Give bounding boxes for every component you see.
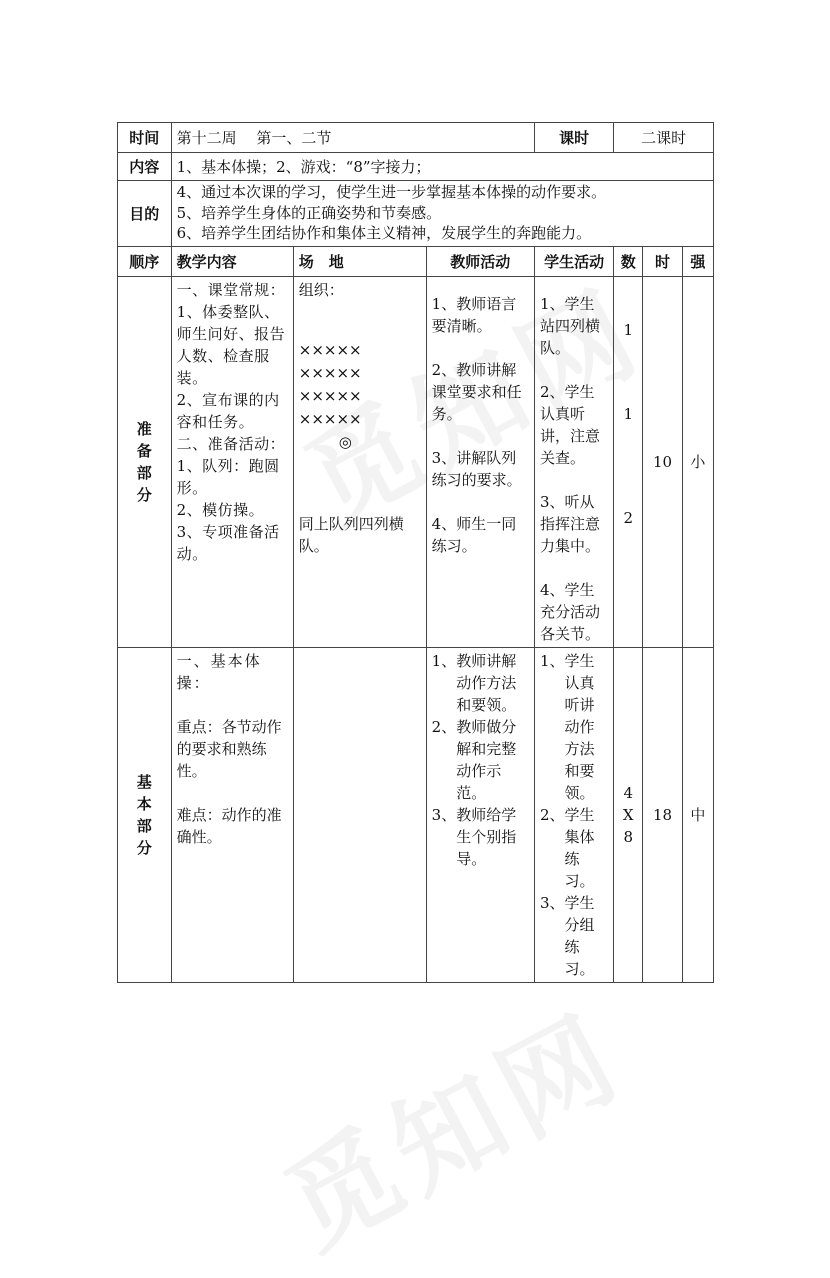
basic-section-row	[118, 648, 714, 983]
purpose-row	[118, 181, 714, 247]
basic-student-activity	[534, 648, 613, 983]
venue-note: 同上队列四列横队。	[298, 515, 404, 555]
basic-count: 4 X 8	[614, 648, 643, 983]
content-row	[118, 153, 714, 181]
content-label: 内容	[118, 153, 172, 181]
prep-teacher-activity: 1、教师语言要清晰。 2、教师讲解课堂要求和任务。 3、讲解队列练习的要求。 4、师生一同练习。	[426, 277, 534, 648]
lesson-plan	[117, 122, 714, 983]
prep-time: 10	[643, 277, 683, 648]
watermark-bottom	[254, 970, 646, 1278]
col-student-activity: 学生活动	[534, 247, 613, 277]
formation-row: ×××××	[298, 387, 362, 405]
prep-venue	[293, 277, 426, 648]
formation-row: ×××××	[298, 364, 362, 382]
purpose-line: 6、培养学生团结协作和集体主义精神，发展学生的奔跑能力。	[176, 224, 592, 242]
prep-intensity: 小	[682, 277, 713, 648]
purpose-label: 目的	[118, 181, 172, 247]
time-value: 第十二周 第一、二节	[171, 123, 534, 153]
purpose-line: 4、通过本次课的学习，使学生进一步掌握基本体操的动作要求。	[176, 183, 607, 201]
formation-row: ×××××	[298, 410, 362, 428]
hours-value: 二课时	[614, 123, 714, 153]
list-item: 1、 学生认真听讲动作方法和要领。	[539, 652, 595, 802]
prep-count: 1 1 2	[614, 277, 643, 648]
basic-section-label: 基 本 部 分	[118, 648, 172, 983]
prep-student-activity: 1、学生站四列横队。 2、学生认真听讲，注意关查。 3、听从指挥注意力集中。 4、学生充分活动各关节。	[534, 277, 613, 648]
hours-label: 课时	[534, 123, 613, 153]
teacher-position-symbol: ◎	[338, 433, 352, 451]
basic-intensity: 中	[682, 648, 713, 983]
col-count: 数	[614, 247, 643, 277]
purpose-lines	[171, 181, 713, 247]
prep-section-row	[118, 277, 714, 648]
col-intensity: 强	[682, 247, 713, 277]
column-header-row	[118, 247, 714, 277]
prep-section-label: 准 备 部 分	[118, 277, 172, 648]
venue-org: 组织：	[298, 281, 344, 299]
purpose-line: 5、培养学生身体的正确姿势和节奏感。	[176, 203, 442, 222]
col-teacher-activity: 教师活动	[426, 247, 534, 277]
list-item: 3、 教师给学生个别指导。	[431, 806, 517, 868]
basic-venue	[293, 648, 426, 983]
list-item: 2、 教师做分解和完整动作示范。	[431, 718, 517, 802]
col-order: 顺序	[118, 247, 172, 277]
time-label: 时间	[118, 123, 172, 153]
content-value: 1、基本体操；2、游戏：“8”字接力；	[171, 153, 713, 181]
prep-teaching-content: 一、课堂常规： 1、体委整队、师生问好、报告人数、检查服装。 2、宣布课的内容和任务。 二、准备活动： 1、队列：跑圆形。 2、模仿操。 3、专项准备活动。	[171, 277, 293, 648]
formation-row: ×××××	[298, 341, 362, 359]
basic-teaching-content: 一、基本体操： 重点：各节动作的要求和熟练性。 难点：动作的准确性。	[171, 648, 293, 983]
basic-time: 18	[643, 648, 683, 983]
time-row	[118, 123, 714, 153]
col-teaching-content: 教学内容	[171, 247, 293, 277]
col-venue: 场 地	[293, 247, 426, 277]
col-time: 时	[643, 247, 683, 277]
list-item: 2、 学生集体练习。	[539, 806, 595, 890]
basic-teacher-activity	[426, 648, 534, 983]
list-item: 3、 学生分组练习。	[539, 894, 595, 978]
list-item: 1、 教师讲解动作方法和要领。	[431, 652, 517, 714]
